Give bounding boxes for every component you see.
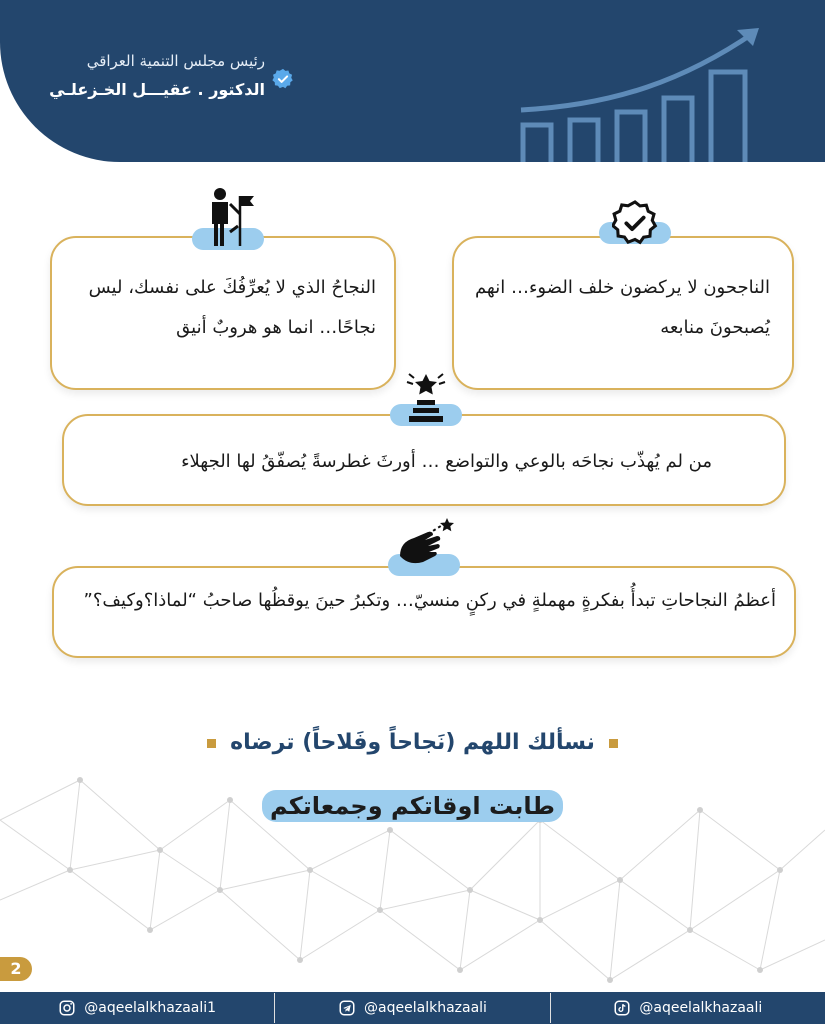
telegram-icon xyxy=(338,999,356,1017)
hand-star-icon xyxy=(392,516,456,576)
hiker-flag-icon xyxy=(200,186,256,250)
header-banner xyxy=(0,0,825,162)
quote-text-1: الناجحون لا يركضون خلف الضوء… انهم يُصبحونَ منابعه xyxy=(474,277,770,338)
author-name: الدكتور . عقيـــل الخـزعلـي xyxy=(49,80,265,99)
verified-badge-icon xyxy=(612,200,658,246)
growth-chart-icon xyxy=(515,20,765,162)
tiktok-handle: @aqeelalkhazaali xyxy=(639,1000,763,1016)
quote-card-3 xyxy=(62,414,786,506)
telegram-handle: @aqeelalkhazaali xyxy=(364,1000,487,1016)
quote-icon-pill-4 xyxy=(388,554,460,576)
author-role: رئيس مجلس التنمية العراقي xyxy=(86,52,265,70)
quote-card-1 xyxy=(452,236,794,390)
quote-icon-pill-1 xyxy=(599,222,671,244)
podium-star-icon xyxy=(401,370,451,426)
author-block xyxy=(49,52,265,99)
instagram-handle: @aqeelalkhazaali1 xyxy=(84,1000,217,1016)
instagram-icon xyxy=(58,999,76,1017)
prayer-line xyxy=(0,730,825,755)
instagram-link[interactable] xyxy=(0,992,274,1024)
footer-bar xyxy=(0,992,825,1024)
tiktok-icon xyxy=(613,999,631,1017)
quote-text-2: النجاحُ الذي لا يُعرِّفُكَ على نفسك، ليس نجاحًا… انما هو هروبٌ أنيق xyxy=(88,277,376,338)
tiktok-link[interactable] xyxy=(551,992,825,1024)
greeting-wrap xyxy=(0,790,825,822)
quote-card-2 xyxy=(50,236,396,390)
quote-icon-pill-2 xyxy=(192,228,264,250)
telegram-link[interactable] xyxy=(275,992,549,1024)
verified-icon xyxy=(272,68,294,90)
quote-text-4: أعظمُ النجاحاتِ تبدأُ بفكرةٍ مهملةٍ في ركنٍ منسيّ… وتكبرُ حينَ يوقظُها صاحبُ “لماذا؟وكيف؟” xyxy=(83,590,776,611)
bullet-right xyxy=(609,739,618,748)
quote-card-4 xyxy=(52,566,796,658)
page-number: 2 xyxy=(0,957,32,981)
bullet-left xyxy=(207,739,216,748)
greeting-text: طابت اوقاتكم وجمعاتكم xyxy=(262,790,563,822)
quote-text-3: من لم يُهذّب نجاحَه بالوعي والتواضع … أورثَ غطرسةً يُصفّقُ لها الجهلاء xyxy=(181,451,712,472)
quote-icon-pill-3 xyxy=(390,404,462,426)
prayer-text: نسألك اللهم (نَجاحاً وفَلاحاً) ترضاه xyxy=(230,730,595,755)
